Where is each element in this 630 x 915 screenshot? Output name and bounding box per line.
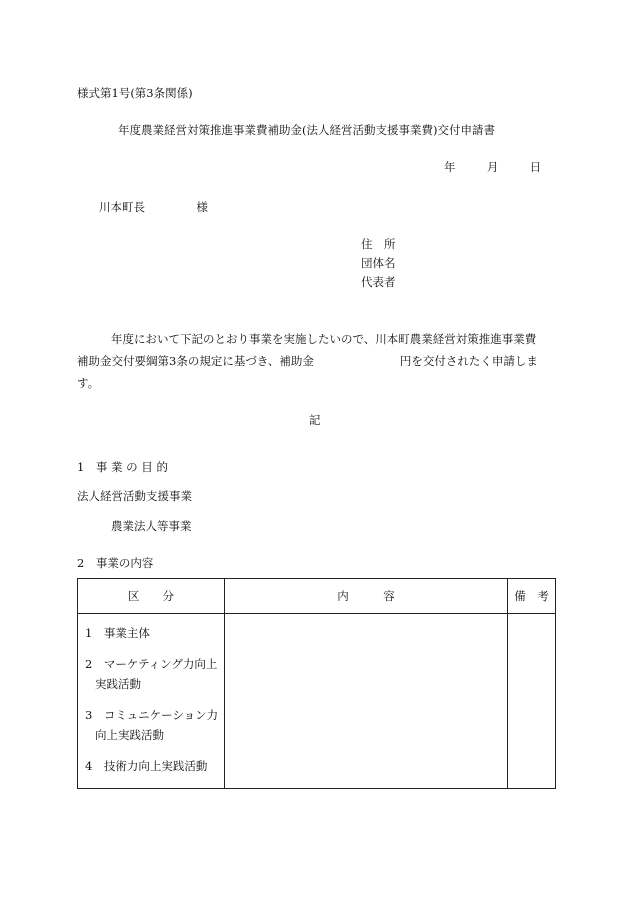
category-item-2 — [85, 654, 219, 694]
category-item-4 — [85, 756, 219, 776]
table-header-row — [78, 579, 556, 614]
section-1-item-1: 法人経営活動支援事業 — [77, 489, 192, 503]
section-1-heading: 1 事 業 の 目 的 — [77, 460, 168, 474]
body-line-1: 年度において下記のとおり事業を実施したいので、川本町農業経営対策推進事業費 — [111, 332, 537, 346]
category-item-3 — [85, 705, 219, 745]
category-item-1-text: 1 事業主体 — [85, 626, 150, 640]
form-number: 様式第1号(第3条関係) — [77, 86, 193, 100]
body-line-2b: 円を交付されたく申請しま — [399, 354, 538, 368]
applicant-group-label: 団体名 — [361, 256, 396, 270]
category-item-2-cont: 実践活動 — [95, 677, 141, 691]
remarks-cell[interactable] — [508, 614, 556, 789]
applicant-representative-label: 代表者 — [361, 275, 396, 289]
addressee — [99, 198, 208, 216]
date-line — [444, 158, 541, 176]
body-line-3: す。 — [77, 376, 100, 390]
addressee-name: 川本町長 — [99, 200, 145, 214]
body-line-2a: 補助金交付要綱第3条の規定に基づき、補助金 — [77, 354, 314, 368]
header-content: 内 容 — [225, 579, 508, 614]
content-cell[interactable] — [225, 614, 508, 789]
category-cell — [78, 614, 225, 789]
category-item-3-cont: 向上実践活動 — [95, 728, 164, 742]
header-category: 区 分 — [78, 579, 225, 614]
date-year-label: 年 — [444, 160, 456, 174]
content-table — [77, 578, 556, 789]
document-title: 年度農業経営対策推進事業費補助金(法人経営活動支援事業費)交付申請書 — [118, 123, 495, 137]
table-row — [78, 614, 556, 789]
category-item-2-text: 2 マーケティング力向上 — [85, 657, 218, 671]
addressee-honorific: 様 — [196, 200, 208, 214]
date-day-label: 日 — [529, 160, 542, 174]
body-line-2 — [77, 350, 559, 372]
applicant-address-label: 住 所 — [361, 237, 396, 251]
section-2-heading: 2 事業の内容 — [77, 556, 154, 570]
ki-label: 記 — [309, 413, 321, 427]
category-item-1 — [85, 623, 219, 643]
category-item-3-text: 3 コミュニケーション力 — [85, 708, 219, 722]
section-1-item-2: 農業法人等事業 — [111, 519, 192, 533]
date-month-label: 月 — [486, 160, 499, 174]
application-body — [77, 328, 559, 394]
category-item-4-text: 4 技術力向上実践活動 — [85, 759, 208, 773]
header-remarks: 備 考 — [508, 579, 556, 614]
